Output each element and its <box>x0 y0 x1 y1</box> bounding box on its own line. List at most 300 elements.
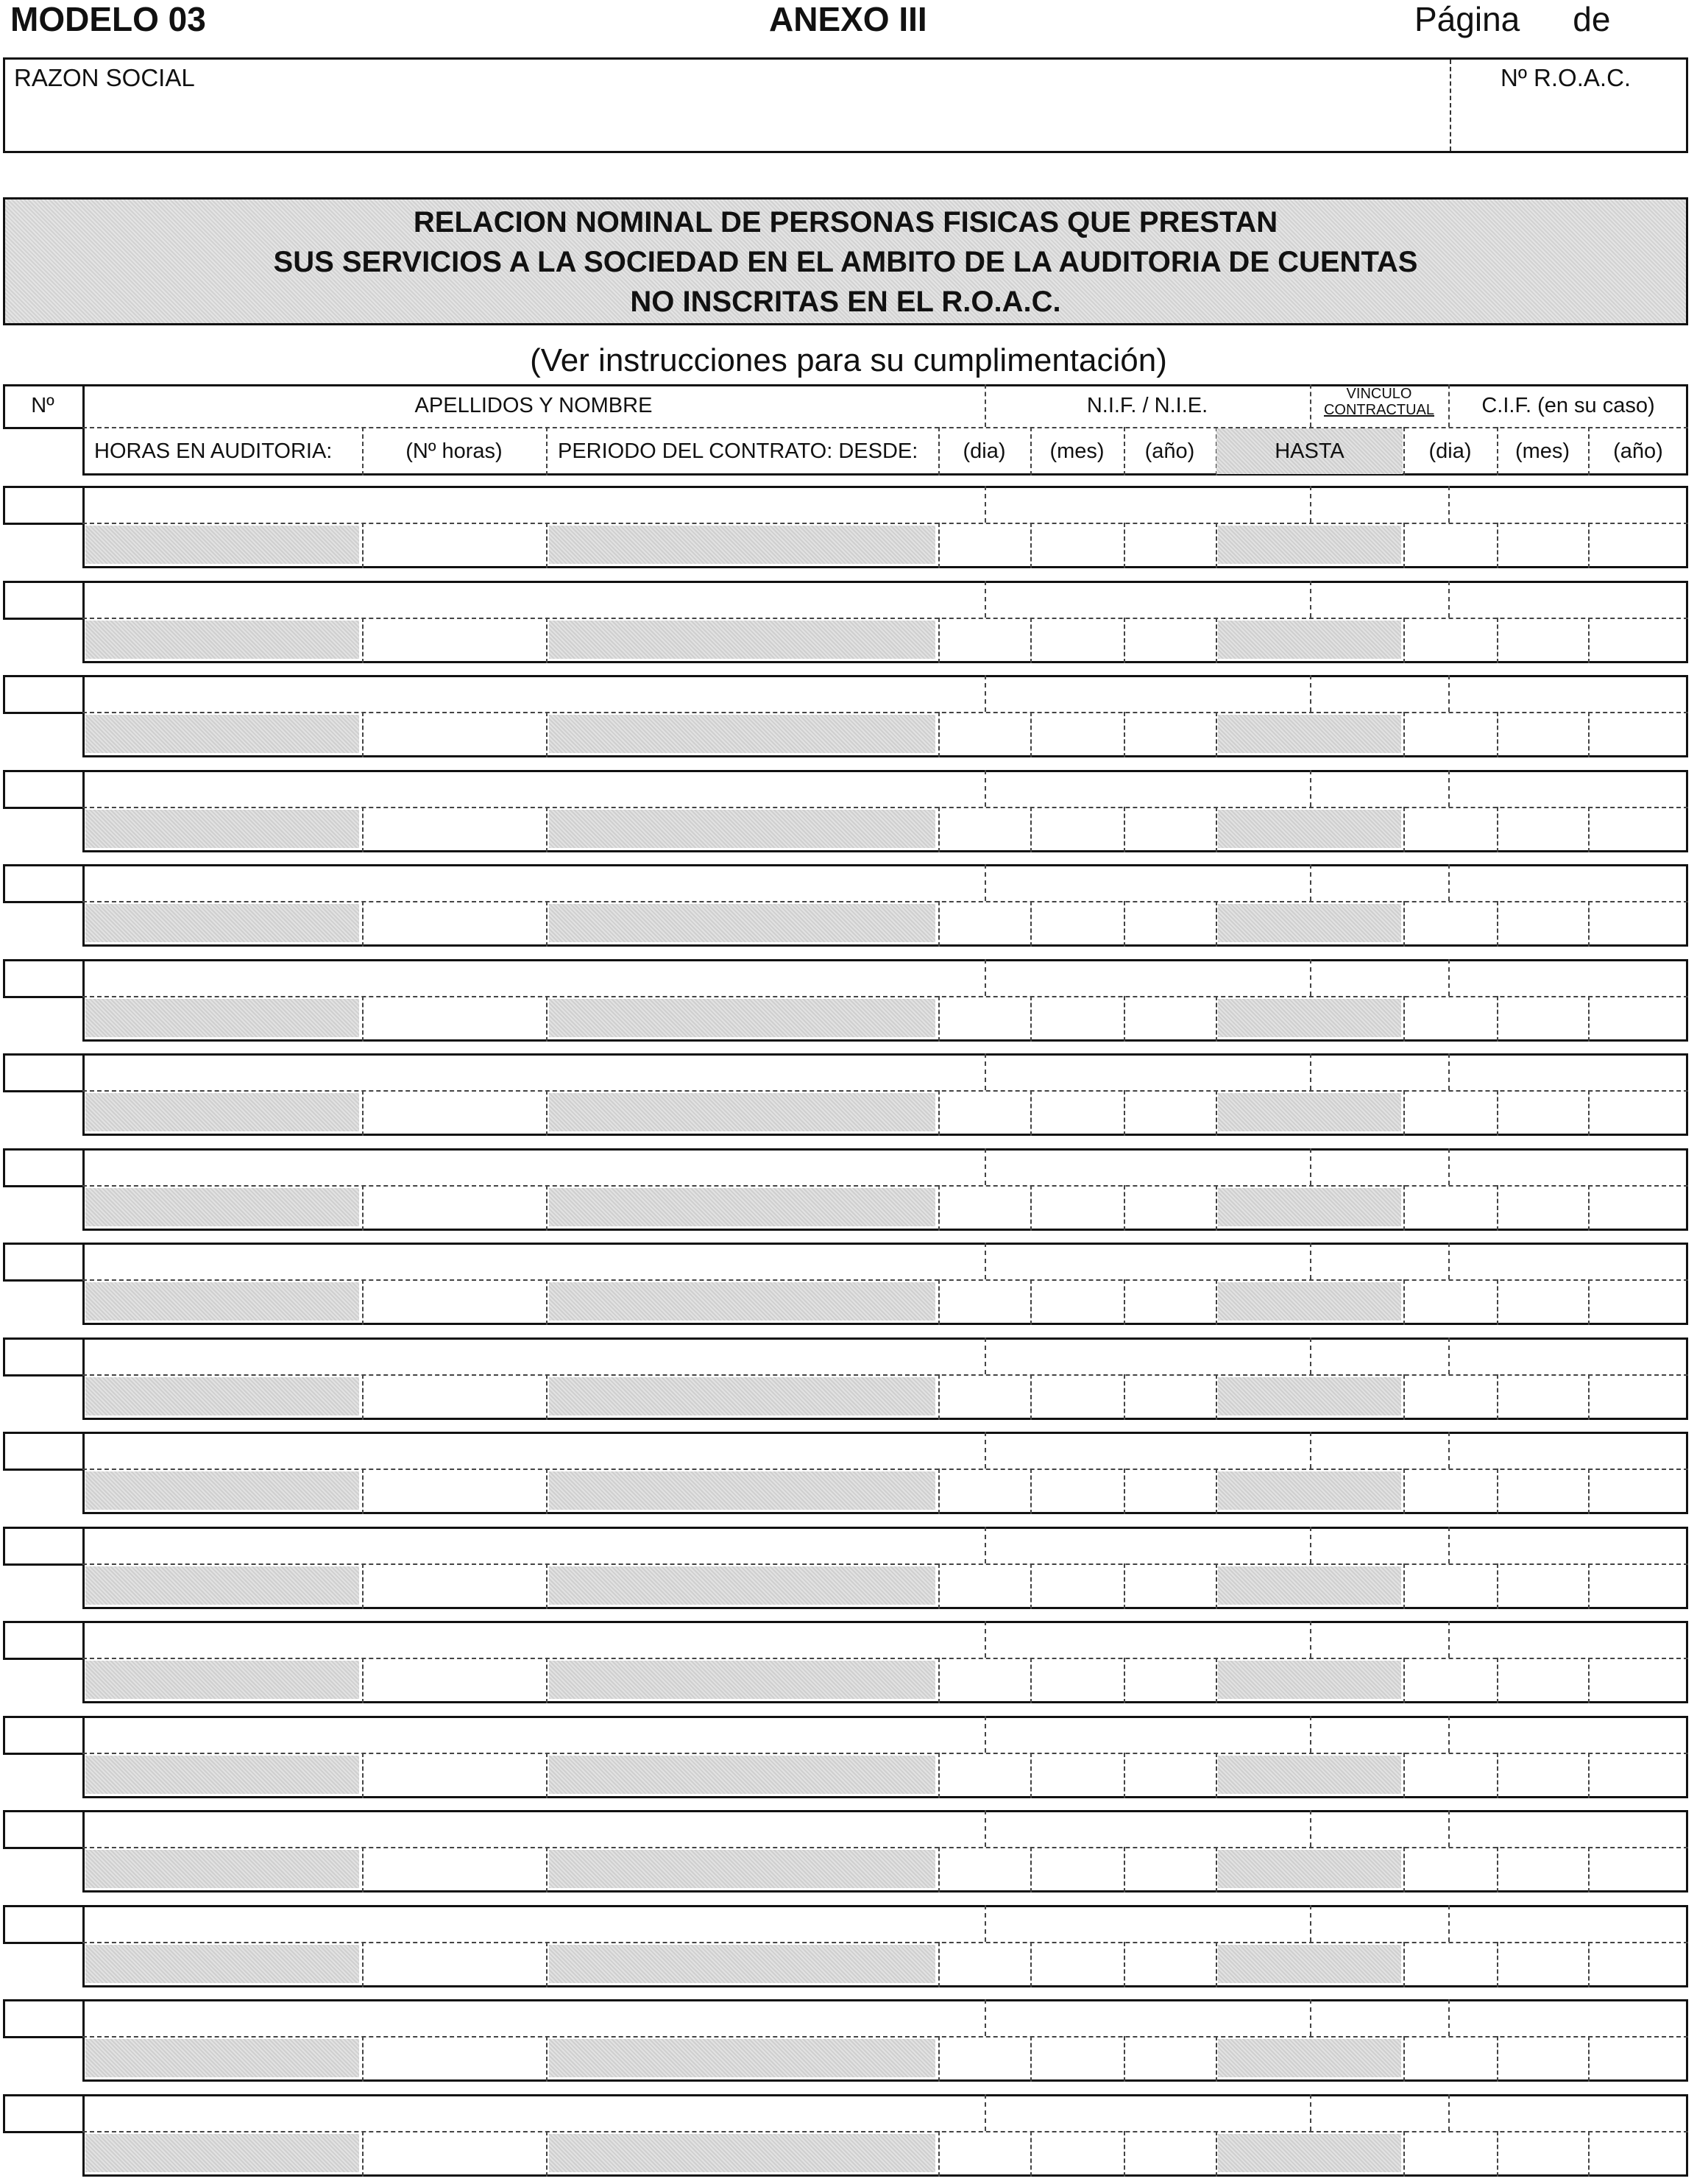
entry-horas-shade <box>85 2039 359 2077</box>
entry-from-year-field[interactable] <box>1124 1847 1216 1893</box>
entry-from-month-field[interactable] <box>1030 2131 1124 2177</box>
entry-periodo-shade <box>549 621 935 659</box>
entry-from-year-field[interactable] <box>1124 618 1216 663</box>
entry-bottom-divider <box>1216 1090 1217 1136</box>
entry-bottom-divider <box>1216 996 1217 1042</box>
entry-number-cell[interactable] <box>3 1053 85 1092</box>
entry-from-year-field[interactable] <box>1124 901 1216 947</box>
entry-from-day-field[interactable] <box>938 807 1030 852</box>
entry-from-day-field[interactable] <box>938 2131 1030 2177</box>
entry-horas-shade <box>85 621 359 659</box>
entry-bottom-divider <box>546 807 548 852</box>
entry-from-month-field[interactable] <box>1030 901 1124 947</box>
entry-from-year-field[interactable] <box>1124 1658 1216 1703</box>
entry-to-day-field[interactable] <box>1403 1563 1497 1609</box>
entry-cif-field[interactable] <box>1448 1716 1688 1753</box>
entry-from-month-field[interactable] <box>1030 996 1124 1042</box>
entry-to-month-field[interactable] <box>1497 712 1588 757</box>
entry-nif-field[interactable] <box>985 959 1310 996</box>
entry-periodo-shade <box>549 1756 935 1794</box>
header-dia-from-label: (dia) <box>963 439 1006 463</box>
entry-periodo-shade <box>549 2039 935 2077</box>
entry-to-year-field[interactable] <box>1588 1658 1688 1703</box>
entry-to-year-field[interactable] <box>1588 2036 1688 2082</box>
entry-to-day-field[interactable] <box>1403 1658 1497 1703</box>
entry-number-cell[interactable] <box>3 1621 85 1660</box>
entry-cif-field[interactable] <box>1448 1527 1688 1563</box>
entry-horas-shade <box>85 810 359 848</box>
entry-to-month-field[interactable] <box>1497 1847 1588 1893</box>
entry-periodo-shade <box>549 810 935 848</box>
entry-hours-field[interactable] <box>362 1279 546 1325</box>
entry-bottom-divider <box>1216 1374 1217 1420</box>
entry-nif-field[interactable] <box>985 2094 1310 2131</box>
entry-to-day-field[interactable] <box>1403 807 1497 852</box>
entry-to-day-field[interactable] <box>1403 523 1497 568</box>
entry-to-day-field[interactable] <box>1403 1090 1497 1136</box>
entry-from-month-field[interactable] <box>1030 712 1124 757</box>
entry-cif-field[interactable] <box>1448 770 1688 807</box>
entry-name-field[interactable] <box>82 581 985 618</box>
entry-to-month-field[interactable] <box>1497 807 1588 852</box>
entry-nif-field[interactable] <box>985 675 1310 712</box>
entry-hasta-shade <box>1218 1566 1401 1605</box>
entry-hasta-shade <box>1218 2134 1401 2172</box>
entry-to-year-field[interactable] <box>1588 1374 1688 1420</box>
entry-vinculo-field[interactable] <box>1310 1999 1448 2036</box>
header-vinculo-line-2: CONTRACTUAL <box>1323 402 1434 418</box>
entry-periodo-shade <box>549 1945 935 1983</box>
entry-cif-field[interactable] <box>1448 486 1688 523</box>
entry-from-day-field[interactable] <box>938 618 1030 663</box>
entry-cif-field[interactable] <box>1448 1337 1688 1374</box>
entry-hours-field[interactable] <box>362 1090 546 1136</box>
entry-to-year-field[interactable] <box>1588 901 1688 947</box>
entry-periodo-shade <box>549 1093 935 1131</box>
entry-to-year-field[interactable] <box>1588 1090 1688 1136</box>
entry-vinculo-field[interactable] <box>1310 1148 1448 1185</box>
entry-from-month-field[interactable] <box>1030 523 1124 568</box>
entry-from-year-field[interactable] <box>1124 2036 1216 2082</box>
entry-hours-field[interactable] <box>362 712 546 757</box>
entry-bottom-divider <box>546 2131 548 2177</box>
entry-vinculo-field[interactable] <box>1310 1527 1448 1563</box>
header-nif-label: N.I.F. / N.I.E. <box>1086 394 1208 417</box>
annex-title: ANEXO III <box>769 0 927 38</box>
entry-from-month-field[interactable] <box>1030 1847 1124 1893</box>
entry-to-year-field[interactable] <box>1588 1279 1688 1325</box>
entry-name-field[interactable] <box>82 1810 985 1847</box>
entry-horas-shade <box>85 526 359 564</box>
entry-number-cell[interactable] <box>3 1527 85 1566</box>
entry-from-month-field[interactable] <box>1030 807 1124 852</box>
entry-hasta-shade <box>1218 1377 1401 1416</box>
entry-from-day-field[interactable] <box>938 1469 1030 1514</box>
entry-name-field[interactable] <box>82 1243 985 1279</box>
entry-vinculo-field[interactable] <box>1310 1432 1448 1469</box>
entry-hours-field[interactable] <box>362 807 546 852</box>
entry-hours-field[interactable] <box>362 2036 546 2082</box>
entry-name-field[interactable] <box>82 959 985 996</box>
entry-hours-field[interactable] <box>362 1942 546 1987</box>
entry-bottom-divider <box>546 1185 548 1231</box>
entry-hours-field[interactable] <box>362 1185 546 1231</box>
entry-bottom-divider <box>546 996 548 1042</box>
entry-nif-field[interactable] <box>985 1716 1310 1753</box>
header-mes-to-label: (mes) <box>1514 439 1570 463</box>
entry-nif-field[interactable] <box>985 1621 1310 1658</box>
header-vinculo-line-1: VINCULO <box>1346 386 1412 402</box>
entry-to-year-field[interactable] <box>1588 1563 1688 1609</box>
entry-hours-field[interactable] <box>362 1658 546 1703</box>
entry-bottom-divider <box>546 1753 548 1798</box>
entry-cif-field[interactable] <box>1448 1243 1688 1279</box>
entry-hasta-shade <box>1218 1471 1401 1510</box>
entry-number-cell[interactable] <box>3 1999 85 2038</box>
entry-to-day-field[interactable] <box>1403 712 1497 757</box>
form-title-line-1: RELACION NOMINAL DE PERSONAS FISICAS QUE PRESTAN <box>413 206 1278 238</box>
entry-from-day-field[interactable] <box>938 1090 1030 1136</box>
header-cif-label: C.I.F. (en su caso) <box>1481 394 1655 417</box>
header-ano-to-label: (año) <box>1613 439 1663 463</box>
entry-cif-field[interactable] <box>1448 581 1688 618</box>
entry-nif-field[interactable] <box>985 1337 1310 1374</box>
header-row-divider <box>82 427 1688 428</box>
entry-from-day-field[interactable] <box>938 1942 1030 1987</box>
entry-from-day-field[interactable] <box>938 901 1030 947</box>
entry-to-day-field[interactable] <box>1403 1279 1497 1325</box>
entry-to-month-field[interactable] <box>1497 1279 1588 1325</box>
header-ano-from-label: (año) <box>1144 439 1195 463</box>
entry-hours-field[interactable] <box>362 523 546 568</box>
entry-vinculo-field[interactable] <box>1310 1810 1448 1847</box>
entry-from-year-field[interactable] <box>1124 712 1216 757</box>
entry-number-cell[interactable] <box>3 486 85 525</box>
entry-from-year-field[interactable] <box>1124 1374 1216 1420</box>
entry-to-month-field[interactable] <box>1497 1090 1588 1136</box>
entry-nif-field[interactable] <box>985 1527 1310 1563</box>
entry-horas-shade <box>85 1471 359 1510</box>
entry-hours-field[interactable] <box>362 996 546 1042</box>
entry-bottom-divider <box>546 1279 548 1325</box>
entry-vinculo-field[interactable] <box>1310 1053 1448 1090</box>
entry-to-year-field[interactable] <box>1588 807 1688 852</box>
entry-to-day-field[interactable] <box>1403 1847 1497 1893</box>
entry-from-day-field[interactable] <box>938 1563 1030 1609</box>
entry-to-month-field[interactable] <box>1497 996 1588 1042</box>
entry-to-day-field[interactable] <box>1403 618 1497 663</box>
entry-from-day-field[interactable] <box>938 1279 1030 1325</box>
entry-from-day-field[interactable] <box>938 1185 1030 1231</box>
entry-horas-shade <box>85 1945 359 1983</box>
entry-bottom-divider <box>546 901 548 947</box>
header-dia-to-label: (dia) <box>1428 439 1472 463</box>
entry-from-year-field[interactable] <box>1124 1942 1216 1987</box>
entry-nif-field[interactable] <box>985 1148 1310 1185</box>
entry-to-day-field[interactable] <box>1403 1753 1497 1798</box>
entry-number-cell[interactable] <box>3 959 85 998</box>
entry-horas-shade <box>85 1566 359 1605</box>
instructions-note: (Ver instrucciones para su cumplimentación) <box>530 342 1167 378</box>
entry-name-field[interactable] <box>82 1999 985 2036</box>
entry-cif-field[interactable] <box>1448 959 1688 996</box>
header-number-label: Nº <box>31 394 54 417</box>
entry-cif-field[interactable] <box>1448 675 1688 712</box>
form-title-line-3: NO INSCRITAS EN EL R.O.A.C. <box>630 286 1061 318</box>
entry-to-month-field[interactable] <box>1497 1185 1588 1231</box>
entry-bottom-divider <box>1216 2131 1217 2177</box>
entry-from-month-field[interactable] <box>1030 1469 1124 1514</box>
entry-hasta-shade <box>1218 904 1401 942</box>
entry-to-month-field[interactable] <box>1497 1753 1588 1798</box>
entry-from-month-field[interactable] <box>1030 1279 1124 1325</box>
entry-periodo-shade <box>549 715 935 753</box>
entry-to-day-field[interactable] <box>1403 1469 1497 1514</box>
entry-from-month-field[interactable] <box>1030 1942 1124 1987</box>
entry-number-cell[interactable] <box>3 1337 85 1377</box>
entry-periodo-shade <box>549 2134 935 2172</box>
entry-name-field[interactable] <box>82 486 985 523</box>
entry-number-cell[interactable] <box>3 1243 85 1282</box>
entry-from-day-field[interactable] <box>938 2036 1030 2082</box>
header-horas-label: HORAS EN AUDITORIA: <box>94 439 333 463</box>
entry-periodo-shade <box>549 1850 935 1888</box>
entry-from-year-field[interactable] <box>1124 523 1216 568</box>
entry-vinculo-field[interactable] <box>1310 1337 1448 1374</box>
entry-bottom-divider <box>1216 1942 1217 1987</box>
entry-nif-field[interactable] <box>985 1905 1310 1942</box>
entry-from-month-field[interactable] <box>1030 1563 1124 1609</box>
entry-hours-field[interactable] <box>362 1563 546 1609</box>
entry-hours-field[interactable] <box>362 618 546 663</box>
entry-from-day-field[interactable] <box>938 712 1030 757</box>
entry-to-day-field[interactable] <box>1403 901 1497 947</box>
entry-from-year-field[interactable] <box>1124 1185 1216 1231</box>
entry-number-cell[interactable] <box>3 770 85 809</box>
entry-from-month-field[interactable] <box>1030 1374 1124 1420</box>
entry-from-day-field[interactable] <box>938 1847 1030 1893</box>
entry-to-month-field[interactable] <box>1497 1942 1588 1987</box>
entry-vinculo-field[interactable] <box>1310 1243 1448 1279</box>
entry-name-field[interactable] <box>82 1527 985 1563</box>
entry-vinculo-field[interactable] <box>1310 2094 1448 2131</box>
entry-bottom-divider <box>546 523 548 568</box>
entry-hasta-shade <box>1218 1093 1401 1131</box>
entry-nif-field[interactable] <box>985 581 1310 618</box>
entry-hasta-shade <box>1218 526 1401 564</box>
entry-from-month-field[interactable] <box>1030 1185 1124 1231</box>
entry-to-year-field[interactable] <box>1588 1942 1688 1987</box>
entry-horas-shade <box>85 1188 359 1226</box>
entry-name-field[interactable] <box>82 1148 985 1185</box>
entry-to-month-field[interactable] <box>1497 618 1588 663</box>
entry-name-field[interactable] <box>82 1716 985 1753</box>
entry-from-year-field[interactable] <box>1124 1563 1216 1609</box>
entry-nif-field[interactable] <box>985 864 1310 901</box>
entry-name-field[interactable] <box>82 1621 985 1658</box>
entry-horas-shade <box>85 1093 359 1131</box>
entry-bottom-divider <box>1216 1469 1217 1514</box>
entry-bottom-divider <box>1216 807 1217 852</box>
entry-nif-field[interactable] <box>985 1053 1310 1090</box>
header-vinculo-label <box>1310 386 1448 418</box>
entry-from-day-field[interactable] <box>938 523 1030 568</box>
entry-vinculo-field[interactable] <box>1310 1905 1448 1942</box>
entry-from-month-field[interactable] <box>1030 2036 1124 2082</box>
entry-hours-field[interactable] <box>362 2131 546 2177</box>
entry-bottom-divider <box>1216 1658 1217 1703</box>
entry-vinculo-field[interactable] <box>1310 1716 1448 1753</box>
entry-number-cell[interactable] <box>3 1432 85 1471</box>
entry-from-day-field[interactable] <box>938 1658 1030 1703</box>
entry-hours-field[interactable] <box>362 901 546 947</box>
entry-from-year-field[interactable] <box>1124 1753 1216 1798</box>
entry-vinculo-field[interactable] <box>1310 675 1448 712</box>
entry-from-year-field[interactable] <box>1124 2131 1216 2177</box>
entry-bottom-divider <box>1216 1279 1217 1325</box>
entry-to-day-field[interactable] <box>1403 1374 1497 1420</box>
entry-to-month-field[interactable] <box>1497 1374 1588 1420</box>
entry-nif-field[interactable] <box>985 1810 1310 1847</box>
entry-hours-field[interactable] <box>362 1847 546 1893</box>
entry-to-year-field[interactable] <box>1588 1847 1688 1893</box>
page-of-label: de <box>1573 0 1611 38</box>
entry-to-month-field[interactable] <box>1497 901 1588 947</box>
entry-to-year-field[interactable] <box>1588 712 1688 757</box>
entry-name-field[interactable] <box>82 1053 985 1090</box>
entry-to-year-field[interactable] <box>1588 618 1688 663</box>
entry-to-year-field[interactable] <box>1588 1753 1688 1798</box>
entry-to-month-field[interactable] <box>1497 523 1588 568</box>
entry-cif-field[interactable] <box>1448 1148 1688 1185</box>
entry-name-field[interactable] <box>82 1432 985 1469</box>
entry-vinculo-field[interactable] <box>1310 864 1448 901</box>
entry-name-field[interactable] <box>82 864 985 901</box>
header-bottom-divider <box>546 427 548 476</box>
entry-from-year-field[interactable] <box>1124 1090 1216 1136</box>
entry-cif-field[interactable] <box>1448 1999 1688 2036</box>
entry-hours-field[interactable] <box>362 1469 546 1514</box>
entry-bottom-divider <box>1216 1185 1217 1231</box>
entry-name-field[interactable] <box>82 1905 985 1942</box>
entry-from-month-field[interactable] <box>1030 618 1124 663</box>
entry-nif-field[interactable] <box>985 1243 1310 1279</box>
entry-number-cell[interactable] <box>3 675 85 714</box>
entry-from-month-field[interactable] <box>1030 1090 1124 1136</box>
entry-to-month-field[interactable] <box>1497 1563 1588 1609</box>
entry-cif-field[interactable] <box>1448 1621 1688 1658</box>
entry-name-field[interactable] <box>82 675 985 712</box>
entry-from-month-field[interactable] <box>1030 1658 1124 1703</box>
entry-bottom-divider <box>546 1847 548 1893</box>
entry-to-year-field[interactable] <box>1588 2131 1688 2177</box>
entry-to-day-field[interactable] <box>1403 2131 1497 2177</box>
entry-hours-field[interactable] <box>362 1753 546 1798</box>
entry-bottom-divider <box>546 1374 548 1420</box>
entry-bottom-divider <box>546 1469 548 1514</box>
form-title-line-2: SUS SERVICIOS A LA SOCIEDAD EN EL AMBITO DE LA AUDITORIA DE CUENTAS <box>273 246 1418 278</box>
entry-cif-field[interactable] <box>1448 2094 1688 2131</box>
entry-vinculo-field[interactable] <box>1310 770 1448 807</box>
entry-nif-field[interactable] <box>985 1432 1310 1469</box>
entry-from-year-field[interactable] <box>1124 1469 1216 1514</box>
entry-periodo-shade <box>549 1471 935 1510</box>
entry-periodo-shade <box>549 1566 935 1605</box>
entry-vinculo-field[interactable] <box>1310 1621 1448 1658</box>
entry-bottom-divider <box>1216 712 1217 757</box>
model-number: MODELO 03 <box>10 0 206 38</box>
entry-number-cell[interactable] <box>3 1810 85 1849</box>
entry-from-year-field[interactable] <box>1124 1279 1216 1325</box>
entry-from-year-field[interactable] <box>1124 996 1216 1042</box>
entry-hours-field[interactable] <box>362 1374 546 1420</box>
entry-from-year-field[interactable] <box>1124 807 1216 852</box>
entry-cif-field[interactable] <box>1448 1905 1688 1942</box>
entry-horas-shade <box>85 1850 359 1888</box>
entry-cif-field[interactable] <box>1448 1432 1688 1469</box>
entry-number-cell[interactable] <box>3 2094 85 2133</box>
entry-periodo-shade <box>549 1377 935 1416</box>
entry-number-cell[interactable] <box>3 1148 85 1187</box>
entry-horas-shade <box>85 1756 359 1794</box>
entry-cif-field[interactable] <box>1448 1053 1688 1090</box>
entry-name-field[interactable] <box>82 1337 985 1374</box>
entry-vinculo-field[interactable] <box>1310 486 1448 523</box>
entry-periodo-shade <box>549 904 935 942</box>
entry-to-month-field[interactable] <box>1497 2131 1588 2177</box>
entry-number-cell[interactable] <box>3 581 85 620</box>
entry-to-year-field[interactable] <box>1588 1469 1688 1514</box>
entry-from-day-field[interactable] <box>938 996 1030 1042</box>
entry-bottom-divider <box>1216 901 1217 947</box>
entry-to-year-field[interactable] <box>1588 1185 1688 1231</box>
entry-name-field[interactable] <box>82 2094 985 2131</box>
entry-to-day-field[interactable] <box>1403 996 1497 1042</box>
entry-bottom-divider <box>1216 523 1217 568</box>
entry-nif-field[interactable] <box>985 1999 1310 2036</box>
entry-to-day-field[interactable] <box>1403 1185 1497 1231</box>
entry-horas-shade <box>85 1377 359 1416</box>
entry-from-day-field[interactable] <box>938 1374 1030 1420</box>
entry-from-month-field[interactable] <box>1030 1753 1124 1798</box>
entry-bottom-divider <box>546 1942 548 1987</box>
entry-name-field[interactable] <box>82 770 985 807</box>
entry-to-year-field[interactable] <box>1588 996 1688 1042</box>
entry-number-cell[interactable] <box>3 1716 85 1755</box>
entry-to-year-field[interactable] <box>1588 523 1688 568</box>
entry-to-day-field[interactable] <box>1403 2036 1497 2082</box>
entry-to-month-field[interactable] <box>1497 1469 1588 1514</box>
entry-to-month-field[interactable] <box>1497 2036 1588 2082</box>
entry-bottom-divider <box>1216 618 1217 663</box>
entry-horas-shade <box>85 904 359 942</box>
entry-vinculo-field[interactable] <box>1310 581 1448 618</box>
entry-cif-field[interactable] <box>1448 864 1688 901</box>
entry-periodo-shade <box>549 1282 935 1321</box>
entry-cif-field[interactable] <box>1448 1810 1688 1847</box>
entry-nif-field[interactable] <box>985 770 1310 807</box>
entry-nif-field[interactable] <box>985 486 1310 523</box>
entry-periodo-shade <box>549 999 935 1037</box>
entry-to-month-field[interactable] <box>1497 1658 1588 1703</box>
entry-from-day-field[interactable] <box>938 1753 1030 1798</box>
entry-number-cell[interactable] <box>3 864 85 903</box>
header-mes-from-label: (mes) <box>1049 439 1105 463</box>
entry-vinculo-field[interactable] <box>1310 959 1448 996</box>
entry-number-cell[interactable] <box>3 1905 85 1944</box>
entry-horas-shade <box>85 999 359 1037</box>
entry-to-day-field[interactable] <box>1403 1942 1497 1987</box>
